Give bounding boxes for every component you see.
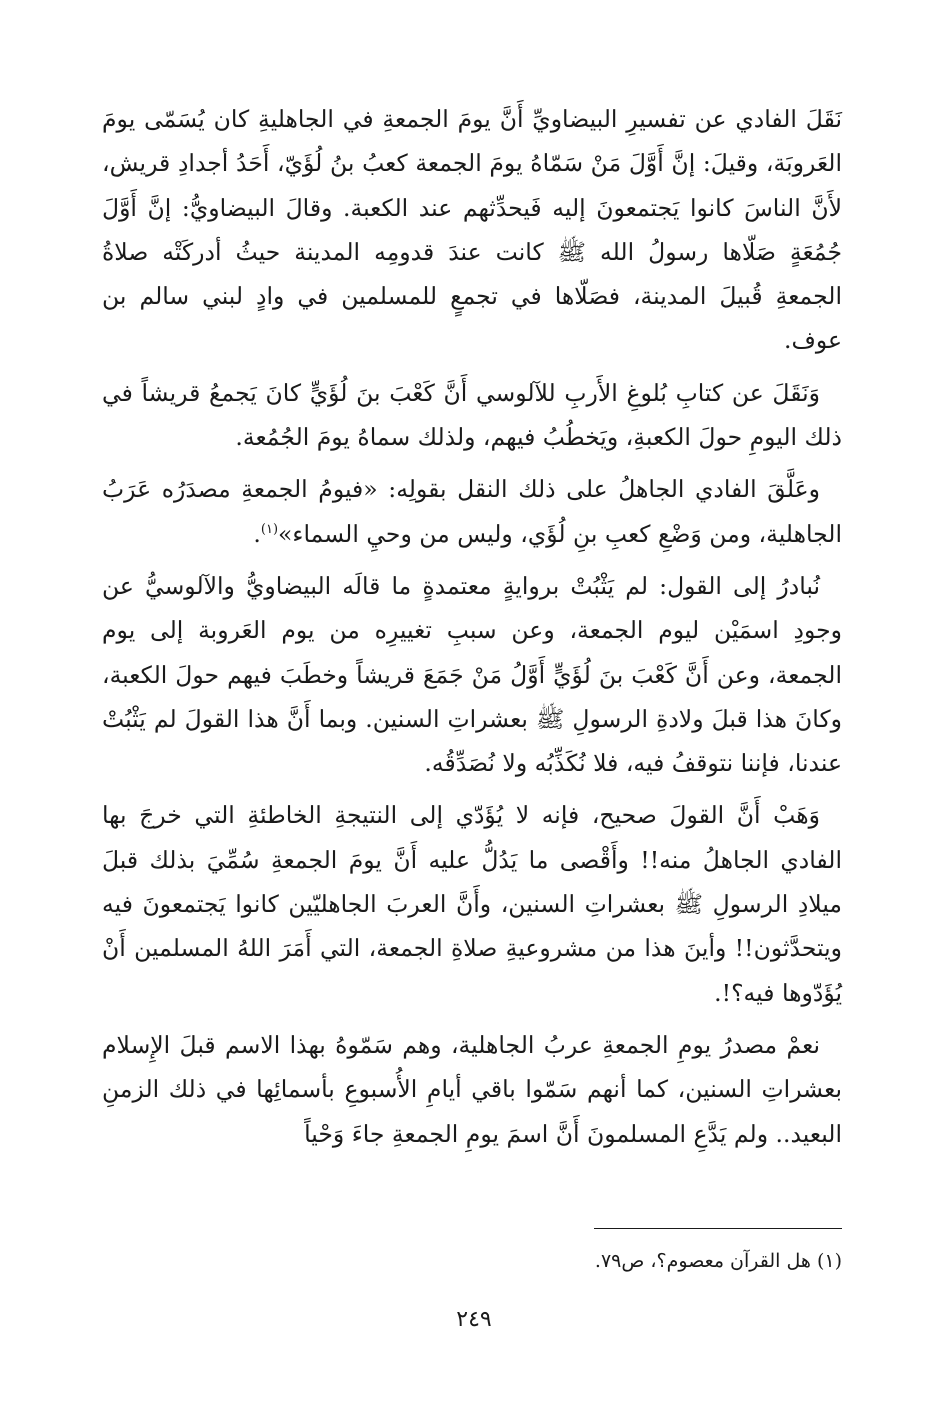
paragraph-5: وَهَبْ أَنَّ القولَ صحيح، فإنه لا يُؤَدّي إلى النتيجةِ الخاطئةِ التي خرجَ بها الفادي الجاهلُ منه!! وأَقْصى ما يَدُلُّ عليه أَنَّ يومَ الجمعةِ سُمِّيَ بذلك قبلَ ميلادِ الرسولِ ﷺ بعشراتِ السنين، وأَنَّ العربَ الجاهليّين كانوا يَجتمعونَ فيه ويتحدَّثون!! وأينَ هذا من مشروعيةِ صلاةِ الجمعة، التي أَمَرَ اللهُ المسلمين أَنْ يُؤَدّوها فيه؟!.: [102, 801, 842, 1007]
footnote-separator: [594, 1228, 842, 1229]
footnote-reference: (١): [260, 521, 279, 537]
paragraph-1: نَقَلَ الفادي عن تفسيرِ البيضاويِّ أَنَّ يومَ الجمعةِ في الجاهليةِ كان يُسَمّى يومَ العَروبَة، وقيلَ: إنَّ أَوَّلَ مَنْ سَمّاهُ يومَ الجمعة كعبُ بنُ لُؤَيّ، أَحَدُ أجدادِ قريش، لأَنَّ الناسَ كانوا يَجتمعونَ إليه فَيحدِّثهم عند الكعبة. وقالَ البيضاويُّ: إنَّ أَوَّلَ جُمُعَةٍ صَلّاها رسولُ الله ﷺ كانت عندَ قدومِه المدينة حيثُ أدركَتْه صلاةُ الجمعةِ قُبيلَ المدينة، فصَلّاها في تجمعٍ للمسلمين في وادٍ لبني سالم بن عوف.: [102, 105, 842, 355]
paragraph-2: وَنَقَلَ عن كتابِ بُلوغِ الأَربِ للآلوسي أَنَّ كَعْبَ بنَ لُؤَيٍّ كانَ يَجمعُ قريشاً في ذلك اليومِ حولَ الكعبةِ، ويَخطُبُ فيهم، ولذلك سماهُ يومَ الجُمُعة.: [102, 378, 842, 452]
paragraph-6: نعمْ مصدرُ يومِ الجمعةِ عربُ الجاهلية، وهم سَمّوهُ بهذا الاسم قبلَ الإِسلام بعشراتِ السنين، كما أنهم سَمّوا باقي أيامِ الأُسبوعِ بأسمائِها في ذلك الزمنِ البعيد.. ولم يَدَّعِ المسلمونَ أَنَّ اسمَ يومِ الجمعةِ جاءَ وَحْياً: [102, 1030, 842, 1148]
page-number: ٢٤٩: [456, 1307, 492, 1332]
paragraph-4: نُبادرُ إلى القول: لم يَثْبُتْ بروايةٍ معتمدةٍ ما قالَه البيضاويُّ والآلوسيُّ عن وجودِ اسمَيْن ليوم الجمعة، وعن سببِ تغييرِه من يوم العَروبة إلى يوم الجمعة، وعن أَنَّ كَعْبَ بنَ لُؤَيٍّ أَوَّلُ مَنْ جَمَعَ قريشاً وخطَبَ فيهم حولَ الكعبة، وكانَ هذا قبلَ ولادةِ الرسولِ ﷺ بعشراتِ السنين. وبما أَنَّ هذا القولَ لم يَثْبُتْ عندنا، فإننا نتوقفُ فيه، فلا نُكَذِّبُه ولا نُصَدِّقُه.: [102, 571, 842, 778]
paragraph-3: [102, 467, 842, 556]
paragraph-3-tail: .: [253, 519, 261, 548]
paragraph-3-text: وعَلَّقَ الفادي الجاهلُ على ذلك النقل بقولِه: «فيومُ الجمعةِ مصدَرُه عَرَبُ الجاهلية، ومن وَضْعِ كعبِ بنِ لُؤَي، وليس من وحيِ السماء»: [102, 475, 842, 548]
main-text: [102, 97, 842, 1164]
footnote: (١) هل القرآن معصوم؟، ص٧٩.: [594, 1250, 842, 1272]
